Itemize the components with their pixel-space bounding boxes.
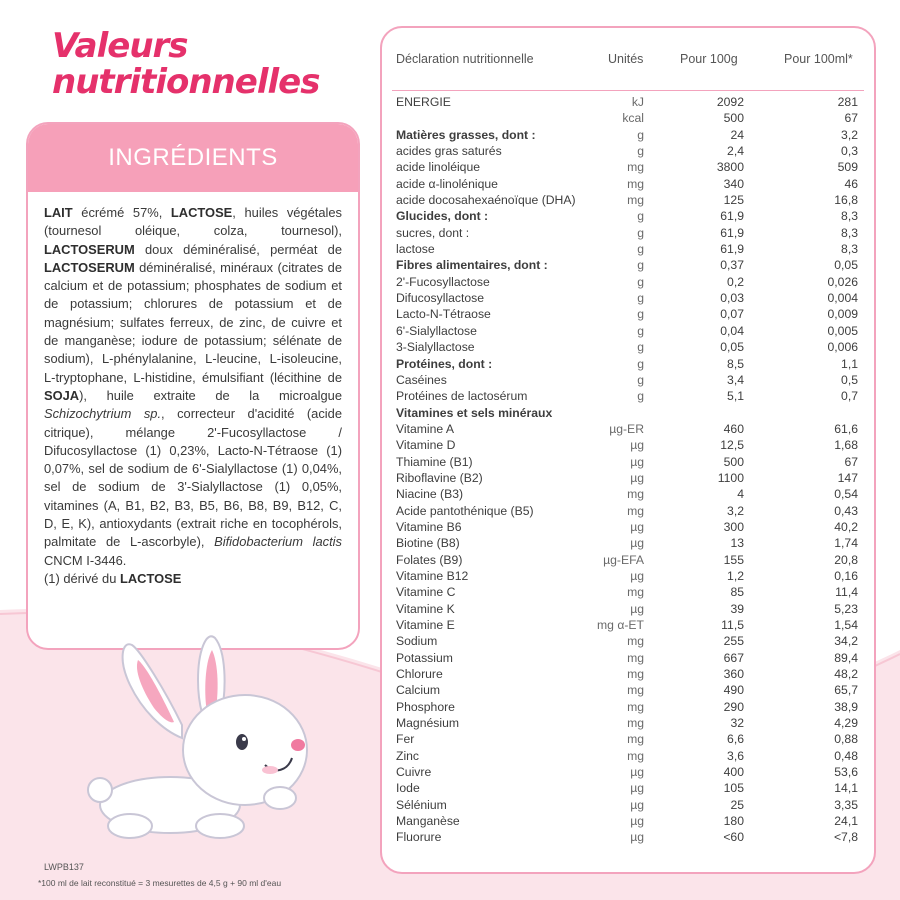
value-per-100ml: 0,16 (834, 568, 858, 583)
nutrition-row (382, 225, 874, 241)
nutrient-name: Matières grasses, dont : (396, 127, 536, 142)
value-per-100g: 105 (723, 781, 744, 796)
value-per-100g: 2092 (716, 95, 744, 109)
value-per-100g: 0,2 (727, 274, 744, 289)
nutrition-row (382, 356, 874, 372)
nutrient-unit: kcal (622, 111, 644, 126)
nutrition-row (382, 699, 874, 715)
nutrition-row (382, 682, 874, 698)
nutrient-name: 2'-Fucosyllactose (396, 274, 490, 289)
value-per-100g: 0,07 (720, 307, 744, 322)
value-per-100ml: 0,7 (841, 389, 858, 404)
nutrient-name: Biotine (B8) (396, 536, 460, 551)
page-title-line2: nutritionnelles (52, 62, 320, 102)
nutrition-row (382, 421, 874, 437)
value-per-100g: 0,03 (720, 291, 744, 306)
nutrient-name: Vitamine B12 (396, 568, 469, 583)
value-per-100ml: 34,2 (834, 634, 858, 649)
value-per-100ml: 3,2 (841, 127, 858, 142)
header-units: Unités (608, 52, 644, 66)
nutrition-row (382, 437, 874, 453)
value-per-100g: 25 (730, 797, 744, 812)
value-per-100g: 32 (730, 716, 744, 731)
nutrient-name: Vitamine E (396, 618, 455, 632)
nutrient-unit: kJ (631, 95, 644, 109)
value-per-100g: 4 (737, 487, 744, 502)
nutrient-name: Vitamine D (396, 438, 456, 453)
nutrient-unit: µg (630, 797, 644, 812)
value-per-100g: 360 (723, 667, 744, 682)
value-per-100g: 1,2 (727, 568, 744, 583)
nutrition-row (382, 813, 874, 829)
nutrition-row (382, 829, 874, 845)
nutrient-name: Acide pantothénique (B5) (396, 503, 534, 518)
value-per-100g: 13 (730, 536, 744, 551)
nutrient-unit: µg (630, 438, 644, 453)
value-per-100ml: 1,54 (834, 618, 858, 632)
nutrient-name: 3-Sialyllactose (396, 340, 475, 355)
nutrient-name: Protéines, dont : (396, 356, 493, 371)
nutrition-row (382, 731, 874, 747)
ingredient-text: CNCM I-3446. (44, 552, 127, 568)
value-per-100g: <60 (723, 830, 744, 845)
nutrition-row (382, 584, 874, 600)
nutrient-unit: mg (627, 176, 644, 191)
nutrition-row (382, 650, 874, 666)
value-per-100ml: 40,2 (834, 519, 858, 534)
nutrient-unit: g (637, 389, 644, 404)
nutrition-row (382, 503, 874, 519)
nutrition-row (382, 666, 874, 682)
header-per-100ml: Pour 100ml* (784, 52, 853, 66)
nutrient-unit: g (637, 127, 644, 142)
nutrition-row (382, 176, 874, 192)
value-per-100ml: 61,6 (834, 421, 858, 436)
nutrient-unit: g (637, 209, 644, 224)
ingredients-text (28, 192, 358, 588)
nutrient-unit: µg-EFA (603, 552, 644, 567)
nutrient-name: Glucides, dont : (396, 209, 489, 224)
ingredient-species: Schizochytrium sp. (44, 406, 162, 422)
nutrient-unit: g (637, 340, 644, 355)
value-per-100ml: 11,4 (835, 585, 858, 600)
nutrient-name: sucres, dont : (396, 225, 470, 240)
nutrition-row (382, 159, 874, 175)
value-per-100g: 2,4 (727, 144, 744, 159)
nutrient-unit: g (637, 372, 644, 387)
nutrient-unit: g (637, 323, 644, 338)
nutrient-name: Cuivre (396, 765, 432, 780)
ingredient-allergen: LACTOSE (170, 205, 233, 220)
nutrition-row (382, 405, 874, 421)
nutrient-name: Lacto-N-Tétraose (396, 307, 491, 322)
value-per-100g: 39 (730, 601, 744, 616)
ingredients-heading: INGRÉDIENTS (108, 144, 278, 171)
value-per-100g: 24 (730, 127, 744, 142)
value-per-100ml: 89,4 (834, 650, 858, 665)
nutrition-row (382, 780, 874, 796)
nutrient-unit: µg (630, 454, 644, 469)
value-per-100g: 0,04 (720, 323, 744, 338)
header-declaration: Déclaration nutritionnelle (396, 52, 534, 66)
value-per-100g: 61,9 (720, 242, 744, 257)
nutrient-name: Chlorure (396, 667, 443, 682)
value-per-100ml: 0,026 (827, 274, 858, 289)
nutrient-name: Vitamine B6 (396, 519, 462, 534)
nutrition-row (382, 306, 874, 322)
value-per-100g: 300 (723, 519, 744, 534)
value-per-100ml: 1,1 (841, 356, 858, 371)
value-per-100ml: 281 (837, 95, 858, 109)
value-per-100ml: 147 (837, 470, 858, 485)
value-per-100g: 8,5 (727, 356, 744, 371)
nutrition-row (382, 208, 874, 224)
nutrient-unit: mg (627, 732, 644, 747)
nutrient-unit: g (637, 356, 644, 371)
value-per-100ml: 65,7 (834, 683, 858, 698)
nutrient-unit: g (637, 144, 644, 159)
nutrient-name: Zinc (396, 748, 420, 763)
nutrient-unit: µg (630, 601, 644, 616)
nutrition-row (382, 323, 874, 339)
header-divider (392, 90, 864, 91)
value-per-100ml: 0,006 (827, 340, 858, 355)
nutrient-unit: g (637, 242, 644, 257)
nutrient-unit: mg (627, 716, 644, 731)
value-per-100g: 290 (723, 699, 744, 714)
value-per-100ml: 0,05 (834, 258, 858, 273)
nutrient-name: Riboflavine (B2) (396, 470, 483, 485)
nutrient-unit: mg (627, 667, 644, 682)
nutrient-name: 6'-Sialyllactose (396, 323, 477, 338)
nutrient-name: Vitamines et sels minéraux (396, 405, 553, 420)
nutrient-unit: g (637, 258, 644, 273)
value-per-100g: 0,05 (720, 340, 744, 355)
value-per-100ml: 4,29 (834, 716, 858, 731)
ingredient-text: déminéralisé, minéraux (citrates de calcium et de potassium; phosphates de sodium et de potassium; chlorures de potassium et de magnésium; sulfates ferreux, de zinc, de cuivre et de manganèse; iodure de potassium; sélénate de sodium), L-phénylalanine, L-leucine, L-isoleucine, L-tryptophane, L-histidine, émulsifiant (lécithine de (44, 259, 342, 385)
nutrient-name: Thiamine (B1) (396, 454, 473, 469)
nutrition-row (382, 617, 874, 633)
nutrition-row (382, 143, 874, 159)
nutrient-name: Difucosyllactose (396, 291, 485, 306)
value-per-100g: 5,1 (727, 389, 744, 404)
nutrition-row (382, 257, 874, 273)
ingredient-text: doux déminéralisé, perméat de (134, 241, 342, 257)
nutrient-name: acide α-linolénique (396, 176, 498, 191)
nutrient-name: Fibres alimentaires, dont : (396, 258, 548, 273)
nutrition-row (382, 568, 874, 584)
nutrient-name: ENERGIE (396, 95, 451, 109)
ingredient-text: , correcteur d'acidité (acide citrique), mélange 2'-Fucosyllactose / Difucosyllactose (1) 0,23%, Lacto-N-Tétraose (1) 0,07%, sel de sodium de 6'-Sialyllactose (1) 0,04%, sel de sodium de 3'-Sialyllactose (1) 0,05%, vitamines (A, B1, B2, B3, B5, B6, B8, B9, B12, C, D, E, K), antioxydants (extrait riche en tocophérols, palmitate de L-ascorbyle), (44, 406, 342, 550)
value-per-100ml: 0,009 (827, 307, 858, 322)
nutrient-unit: mg (627, 160, 644, 175)
ingredients-footnote (44, 570, 342, 588)
value-per-100g: 667 (723, 650, 744, 665)
ingredients-footnote-allergen: LACTOSE (119, 570, 182, 586)
ingredient-allergen: SOJA (44, 387, 80, 403)
ingredient-allergen: LACTOSERUM (44, 241, 135, 257)
nutrition-row (382, 601, 874, 617)
nutrient-name: Fluorure (396, 830, 442, 845)
nutrition-row (382, 535, 874, 551)
nutrient-name: acide linoléique (396, 160, 481, 175)
value-per-100g: 61,9 (720, 209, 744, 224)
nutrient-name: Folates (B9) (396, 552, 463, 567)
value-per-100ml: 1,74 (834, 536, 858, 551)
nutrition-row (382, 241, 874, 257)
nutrition-card (380, 26, 876, 874)
nutrition-row (382, 748, 874, 764)
nutrient-unit: mg (627, 193, 644, 208)
nutrient-unit: g (637, 291, 644, 306)
ingredient-text: , huiles végétales (tournesol oléique, colza, tournesol), (44, 205, 343, 239)
nutrition-row (382, 764, 874, 780)
nutrient-name: Phosphore (396, 699, 455, 714)
nutrient-unit: µg (630, 519, 644, 534)
nutrition-row (382, 454, 874, 470)
value-per-100ml: 0,5 (841, 372, 858, 387)
value-per-100ml: <7,8 (833, 830, 858, 845)
nutrient-name: Vitamine A (396, 421, 455, 436)
nutrient-unit: µg (630, 830, 644, 845)
value-per-100ml: 53,6 (834, 765, 858, 780)
ingredients-paragraph (44, 204, 342, 570)
value-per-100ml: 0,43 (834, 503, 858, 518)
value-per-100ml: 1,68 (834, 438, 858, 453)
nutrition-row (382, 519, 874, 535)
ingredient-allergen: LACTOSERUM (44, 259, 135, 275)
value-per-100ml: 0,004 (827, 291, 858, 306)
value-per-100ml: 48,2 (834, 667, 858, 682)
value-per-100g: 1100 (717, 470, 744, 485)
value-per-100ml: 509 (837, 160, 858, 175)
nutrient-unit: µg-ER (609, 421, 644, 436)
nutrition-row (382, 388, 874, 404)
nutrient-unit: µg (630, 536, 644, 551)
nutrient-unit: mg (627, 683, 644, 698)
value-per-100g: 3,2 (727, 503, 744, 518)
value-per-100g: 155 (723, 552, 744, 567)
value-per-100g: 3,4 (727, 372, 744, 387)
value-per-100ml: 0,005 (827, 323, 858, 338)
nutrient-unit: µg (630, 781, 644, 796)
nutrient-unit: g (637, 274, 644, 289)
value-per-100ml: 20,8 (834, 552, 858, 567)
value-per-100g: 255 (723, 634, 744, 649)
value-per-100ml: 38,9 (834, 699, 858, 714)
nutrient-unit: g (637, 225, 644, 240)
value-per-100ml: 8,3 (841, 225, 858, 240)
value-per-100ml: 0,48 (834, 748, 858, 763)
value-per-100ml: 67 (844, 111, 858, 126)
nutrient-name: Magnésium (396, 716, 459, 731)
nutrient-unit: µg (630, 568, 644, 583)
value-per-100g: 400 (723, 765, 744, 780)
nutrient-name: Sélénium (396, 797, 447, 812)
ingredient-species: Bifidobacterium lactis (214, 534, 342, 550)
nutrient-name: acides gras saturés (396, 144, 502, 159)
value-per-100ml: 8,3 (841, 242, 858, 257)
nutrient-unit: mg (627, 585, 644, 600)
nutrient-unit: mg α-ET (597, 618, 644, 632)
value-per-100g: 490 (723, 683, 744, 698)
nutrient-name: Protéines de lactosérum (396, 389, 528, 404)
nutrient-name: Iode (396, 781, 420, 796)
nutrient-name: Fer (396, 732, 415, 747)
value-per-100g: 3800 (716, 160, 744, 175)
value-per-100g: 0,37 (720, 258, 744, 273)
nutrient-unit: g (637, 307, 644, 322)
page-title-line1: Valeurs (52, 26, 188, 66)
nutrient-unit: mg (627, 503, 644, 518)
page-title (52, 28, 362, 100)
nutrition-row (382, 372, 874, 388)
nutrition-row (382, 715, 874, 731)
value-per-100ml: 16,8 (834, 193, 858, 208)
nutrition-row (382, 94, 874, 110)
value-per-100ml: 8,3 (841, 209, 858, 224)
nutrient-unit: µg (630, 470, 644, 485)
nutrition-row (382, 110, 874, 126)
nutrient-unit: mg (627, 634, 644, 649)
value-per-100g: 61,9 (720, 225, 744, 240)
value-per-100ml: 24,1 (834, 814, 858, 829)
nutrition-row (382, 339, 874, 355)
value-per-100g: 11,5 (721, 618, 744, 632)
nutrition-row (382, 552, 874, 568)
nutrition-row (382, 486, 874, 502)
nutrition-row (382, 290, 874, 306)
ingredients-card (26, 122, 360, 650)
ingredient-text: ), huile extraite de la microalgue (79, 387, 342, 403)
product-code: LWPB137 (44, 862, 84, 872)
nutrition-table-header (382, 28, 874, 90)
value-per-100ml: 0,88 (834, 732, 858, 747)
value-per-100g: 500 (723, 454, 744, 469)
nutrient-unit: µg (630, 814, 644, 829)
reconstitution-note: *100 ml de lait reconstitué = 3 mesurettes de 4,5 g + 90 ml d'eau (38, 878, 282, 888)
nutrient-unit: mg (627, 650, 644, 665)
nutrient-name: Vitamine K (396, 601, 455, 616)
ingredient-text: écrémé 57%, (72, 205, 171, 220)
value-per-100g: 85 (730, 585, 744, 600)
nutrient-unit: mg (627, 748, 644, 763)
nutrient-unit: mg (627, 487, 644, 502)
value-per-100ml: 3,35 (834, 797, 858, 812)
nutrition-row (382, 470, 874, 486)
value-per-100g: 500 (723, 111, 744, 126)
value-per-100ml: 67 (844, 454, 858, 469)
nutrient-name: Sodium (396, 634, 438, 649)
ingredient-allergen: LAIT (44, 205, 73, 220)
nutrition-row (382, 127, 874, 143)
nutrition-row (382, 633, 874, 649)
nutrition-row (382, 797, 874, 813)
value-per-100ml: 0,3 (841, 144, 858, 159)
nutrient-unit: µg (630, 765, 644, 780)
value-per-100g: 3,6 (727, 748, 744, 763)
nutrient-name: Calcium (396, 683, 441, 698)
value-per-100g: 340 (723, 176, 744, 191)
value-per-100ml: 14,1 (834, 781, 858, 796)
ingredients-header (28, 124, 358, 192)
bunny-illustration (70, 630, 320, 845)
value-per-100g: 460 (723, 421, 744, 436)
ingredients-footnote-prefix: (1) dérivé du (44, 570, 120, 586)
value-per-100ml: 0,54 (834, 487, 858, 502)
nutrient-name: Vitamine C (396, 585, 456, 600)
value-per-100g: 6,6 (727, 732, 744, 747)
nutrition-row (382, 274, 874, 290)
nutrient-name: Manganèse (396, 814, 460, 829)
nutrition-table-body (382, 94, 874, 846)
value-per-100ml: 46 (844, 176, 858, 191)
value-per-100g: 125 (723, 193, 744, 208)
header-per-100g: Pour 100g (680, 52, 738, 66)
nutrient-name: Niacine (B3) (396, 487, 464, 502)
value-per-100g: 180 (723, 814, 744, 829)
nutrient-name: Potassium (396, 650, 453, 665)
nutrition-row (382, 192, 874, 208)
nutrient-name: lactose (396, 242, 435, 257)
nutrient-name: acide docosahexaénoïque (DHA) (396, 193, 576, 208)
nutrient-unit: mg (627, 699, 644, 714)
value-per-100ml: 5,23 (834, 601, 858, 616)
nutrient-name: Caséines (396, 372, 447, 387)
value-per-100g: 12,5 (720, 438, 744, 453)
